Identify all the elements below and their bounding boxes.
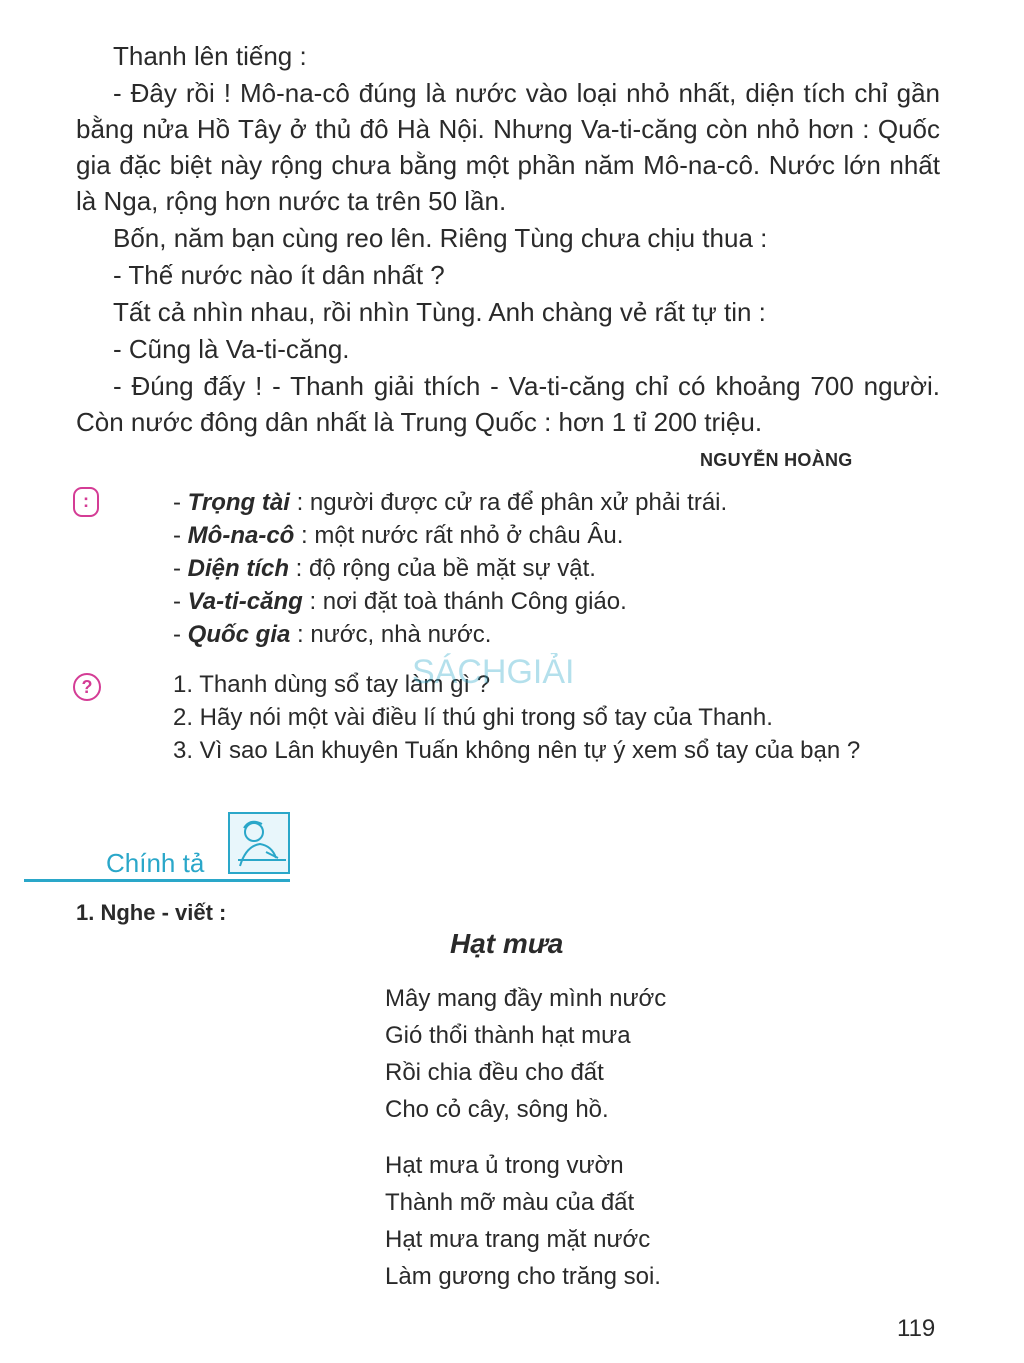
glossary-definition: : một nước rất nhỏ ở châu Âu. xyxy=(294,522,624,549)
story-text xyxy=(76,38,940,441)
glossary-icon: : xyxy=(73,487,99,517)
question-item: 1. Thanh dùng sổ tay làm gì ? xyxy=(173,671,491,698)
question-mark-icon: ? xyxy=(73,673,101,701)
poem-line: Hạt mưa ủ trong vườn xyxy=(385,1152,624,1179)
poem-line: Hạt mưa trang mặt nước xyxy=(385,1226,651,1253)
poem-line: Mây mang đầy mình nước xyxy=(385,985,667,1012)
glossary-term: Quốc gia xyxy=(187,621,291,648)
poem-line: Cho cỏ cây, sông hồ. xyxy=(385,1096,609,1123)
glossary-item: - Va-ti-căng : nơi đặt toà thánh Công giáo. xyxy=(173,588,627,615)
question-item: 3. Vì sao Lân khuyên Tuấn không nên tự ý xem sổ tay của bạn ? xyxy=(173,737,861,764)
glossary-term: Va-ti-căng xyxy=(187,588,303,615)
glossary-definition: : nước, nhà nước. xyxy=(290,621,492,648)
question-list xyxy=(173,668,860,767)
glossary-term: Mô-na-cô xyxy=(187,522,295,549)
story-paragraph: Bốn, năm bạn cùng reo lên. Riêng Tùng chưa chịu thua : xyxy=(113,223,768,253)
poem-stanza xyxy=(385,1147,666,1295)
story-paragraph: - Đúng đấy ! - Thanh giải thích - Va-ti-căng chỉ có khoảng 700 người. Còn nước đông dân nhất là Trung Quốc : hơn 1 tỉ 200 triệu. xyxy=(76,371,940,437)
story-paragraph: - Đây rồi ! Mô-na-cô đúng là nước vào loại nhỏ nhất, diện tích chỉ gần bằng nửa Hồ Tây ở thủ đô Hà Nội. Nhưng Va-ti-căng còn nhỏ hơn : Quốc gia đặc biệt này rộng chưa bằng một phần năm Mô-na-cô. Nước lớn nhất là Nga, rộng hơn nước ta trên 50 lần. xyxy=(76,78,940,216)
glossary-item: - Quốc gia : nước, nhà nước. xyxy=(173,621,492,648)
writing-child-illustration xyxy=(228,812,290,874)
poem-line: Rồi chia đều cho đất xyxy=(385,1059,604,1086)
glossary-item: - Mô-na-cô : một nước rất nhỏ ở châu Âu. xyxy=(173,522,624,549)
task-heading: 1. Nghe - viết : xyxy=(76,900,227,925)
poem-title: Hạt mưa xyxy=(450,928,564,959)
glossary-definition: : độ rộng của bề mặt sự vật. xyxy=(289,555,596,582)
story-paragraph: Tất cả nhìn nhau, rồi nhìn Tùng. Anh chàng vẻ rất tự tin : xyxy=(113,297,766,327)
poem-line: Gió thổi thành hạt mưa xyxy=(385,1022,631,1049)
poem-body xyxy=(385,980,666,1314)
glossary-list xyxy=(173,486,727,651)
section-divider xyxy=(24,879,290,882)
page-number: 119 xyxy=(897,1315,936,1342)
story-paragraph: - Cũng là Va-ti-căng. xyxy=(113,334,350,364)
glossary-item: - Diện tích : độ rộng của bề mặt sự vật. xyxy=(173,555,596,582)
section-header xyxy=(24,810,292,885)
glossary-term: Diện tích xyxy=(187,555,290,582)
section-title: Chính tả xyxy=(106,848,205,878)
glossary-definition: : nơi đặt toà thánh Công giáo. xyxy=(302,588,627,615)
glossary-definition: : người được cử ra để phân xử phải trái. xyxy=(289,489,728,516)
poem-line: Thành mỡ màu của đất xyxy=(385,1189,635,1216)
writing-child-icon xyxy=(230,814,288,872)
author-name: NGUYỄN HOÀNG xyxy=(700,450,853,470)
question-item: 2. Hãy nói một vài điều lí thú ghi trong sổ tay của Thanh. xyxy=(173,704,773,731)
poem-line: Làm gương cho trăng soi. xyxy=(385,1263,661,1290)
story-paragraph: Thanh lên tiếng : xyxy=(113,41,307,71)
glossary-term: Trọng tài xyxy=(187,489,290,516)
glossary-item: - Trọng tài : người được cử ra để phân xử phải trái. xyxy=(173,489,728,516)
poem-stanza xyxy=(385,980,666,1128)
story-paragraph: - Thế nước nào ít dân nhất ? xyxy=(113,260,445,290)
watermark-text: SÁCHGIẢI xyxy=(412,653,575,691)
